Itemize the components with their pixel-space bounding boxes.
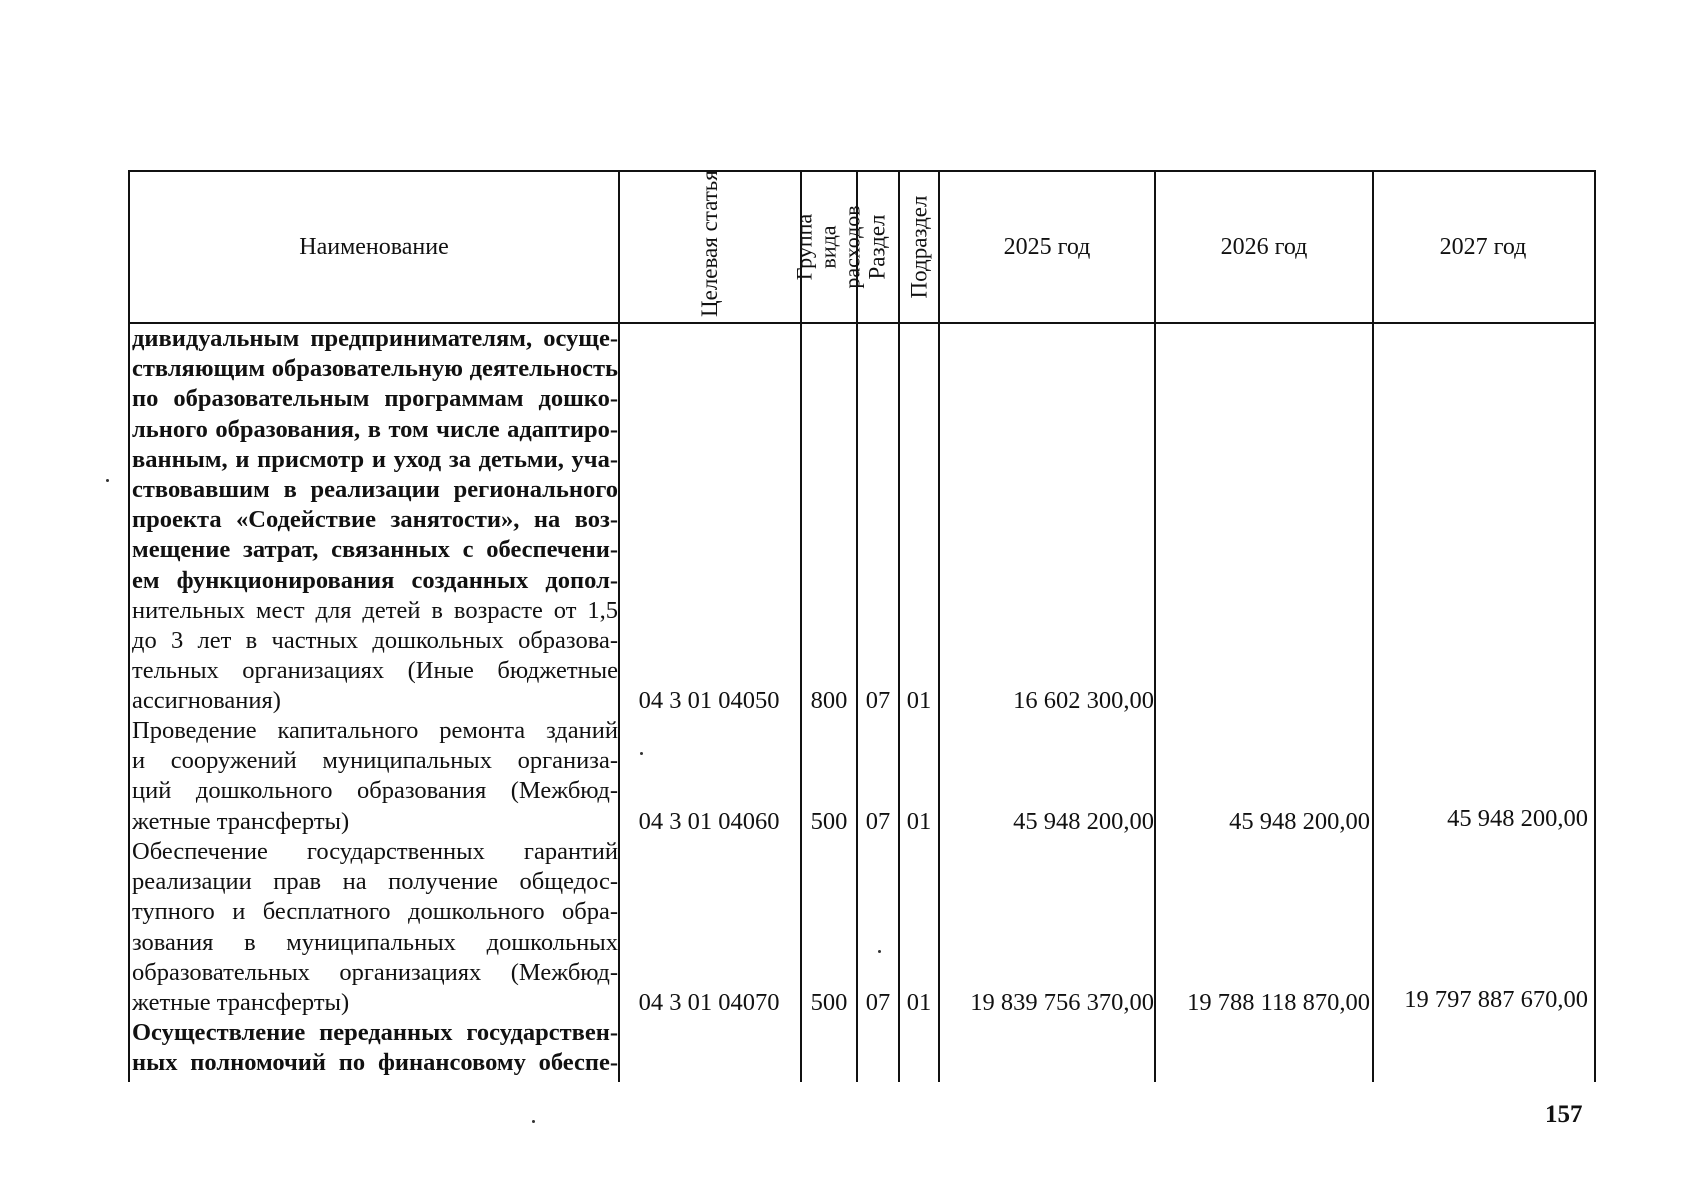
row-amount-2026: 19 788 118 870,00 [1187, 989, 1370, 1016]
row-name-line: льного образования, в том числе адаптиро- [132, 415, 618, 443]
row-section: 07 [865, 808, 891, 835]
row-name [132, 837, 618, 1018]
row-name-line: ассигнования) [132, 687, 281, 715]
header-2026 [1156, 172, 1372, 322]
row-name-line: Проведение капитального ремонта зданий [132, 717, 618, 744]
row-name-line: мещение затрат, связанных с обеспечени- [132, 536, 618, 564]
row-name-line: нительных мест для детей в возрасте от 1,5 [132, 596, 618, 624]
header-expense-group-label: Группа вида расходов [792, 205, 865, 289]
row-name-line: жетные трансферты) [132, 988, 350, 1016]
row-expense-group: 500 [810, 989, 848, 1016]
row-section: 07 [865, 989, 891, 1016]
row-name-line: дивидуальным предпринимателям, осуще- [132, 325, 618, 352]
header-2025 [940, 172, 1154, 322]
row-name-line: проекта «Содействие занятости», на воз- [132, 506, 618, 534]
header-subsection-label: Подраздел [906, 195, 932, 299]
row-name-line: и сооружений муниципальных организа- [132, 747, 618, 775]
row-expense-group: 500 [810, 808, 848, 835]
header-name-label: Наименование [299, 233, 449, 260]
scan-speck [532, 1120, 535, 1123]
row-name-line: жетные трансферты) [132, 807, 350, 835]
row-subsection: 01 [906, 989, 932, 1016]
row-subsection: 01 [906, 808, 932, 835]
row-expense-group: 800 [810, 687, 848, 714]
row-name-line: реализации прав на получение общедос- [132, 868, 618, 896]
header-name [130, 172, 618, 322]
row-amount-2025: 19 839 756 370,00 [970, 989, 1154, 1016]
row-name-line: ствляющим образовательную деятельность [132, 355, 618, 383]
row-section: 07 [865, 687, 891, 714]
row-code: 04 3 01 04060 [638, 808, 780, 835]
row-amount-2025: 16 602 300,00 [1013, 687, 1154, 714]
row-name-line: тупного и бесплатного дошкольного обра- [132, 898, 618, 926]
header-2025-label: 2025 год [1003, 233, 1091, 260]
row-name-line: ствовавшим в реализации регионального [132, 475, 618, 503]
row-name [132, 1018, 618, 1078]
row-name-line: Осуществление переданных государствен- [132, 1019, 618, 1046]
row-name [132, 716, 618, 837]
row-amount-2027: 19 797 887 670,00 [1404, 986, 1588, 1013]
page-number: 157 [1545, 1101, 1583, 1128]
scan-speck [106, 479, 109, 482]
row-name-line: ем функционирования созданных допол- [132, 566, 618, 594]
header-2027-label: 2027 год [1439, 233, 1527, 260]
header-2026-label: 2026 год [1220, 233, 1308, 260]
row-amount-2025: 45 948 200,00 [1013, 808, 1154, 835]
row-code: 04 3 01 04050 [638, 687, 780, 714]
budget-table [128, 170, 1596, 1082]
row-amount-2026: 45 948 200,00 [1229, 808, 1370, 835]
scan-speck [878, 950, 881, 953]
row-name-line: ных полномочий по финансовому обеспе- [132, 1049, 618, 1077]
row-name-line: образовательных организациях (Межбюд- [132, 958, 618, 986]
header-section-label: Раздел [865, 214, 890, 280]
row-amount-2027: 45 948 200,00 [1447, 805, 1588, 832]
header-target-article-label: Целевая статья [697, 170, 722, 317]
row-name-line: тельных организациях (Иные бюджетные [132, 657, 618, 685]
row-name-line: ций дошкольного образования (Межбюд- [132, 777, 618, 805]
row-subsection: 01 [906, 687, 932, 714]
row-name-line: зования в муниципальных дошкольных [132, 928, 618, 956]
row-name [132, 324, 618, 716]
header-subsection [900, 172, 938, 322]
header-target-article [620, 172, 800, 322]
header-2027 [1374, 172, 1592, 322]
row-name-line: Обеспечение государственных гарантий [132, 838, 618, 865]
scan-speck [640, 752, 643, 755]
header-section [858, 172, 898, 322]
row-name-line: до 3 лет в частных дошкольных образова- [132, 626, 618, 654]
header-expense-group [792, 172, 865, 322]
row-name-line: по образовательным программам дошко- [132, 385, 618, 413]
row-code: 04 3 01 04070 [638, 989, 780, 1016]
row-name-line: ванным, и присмотр и уход за детьми, уча- [132, 445, 618, 473]
